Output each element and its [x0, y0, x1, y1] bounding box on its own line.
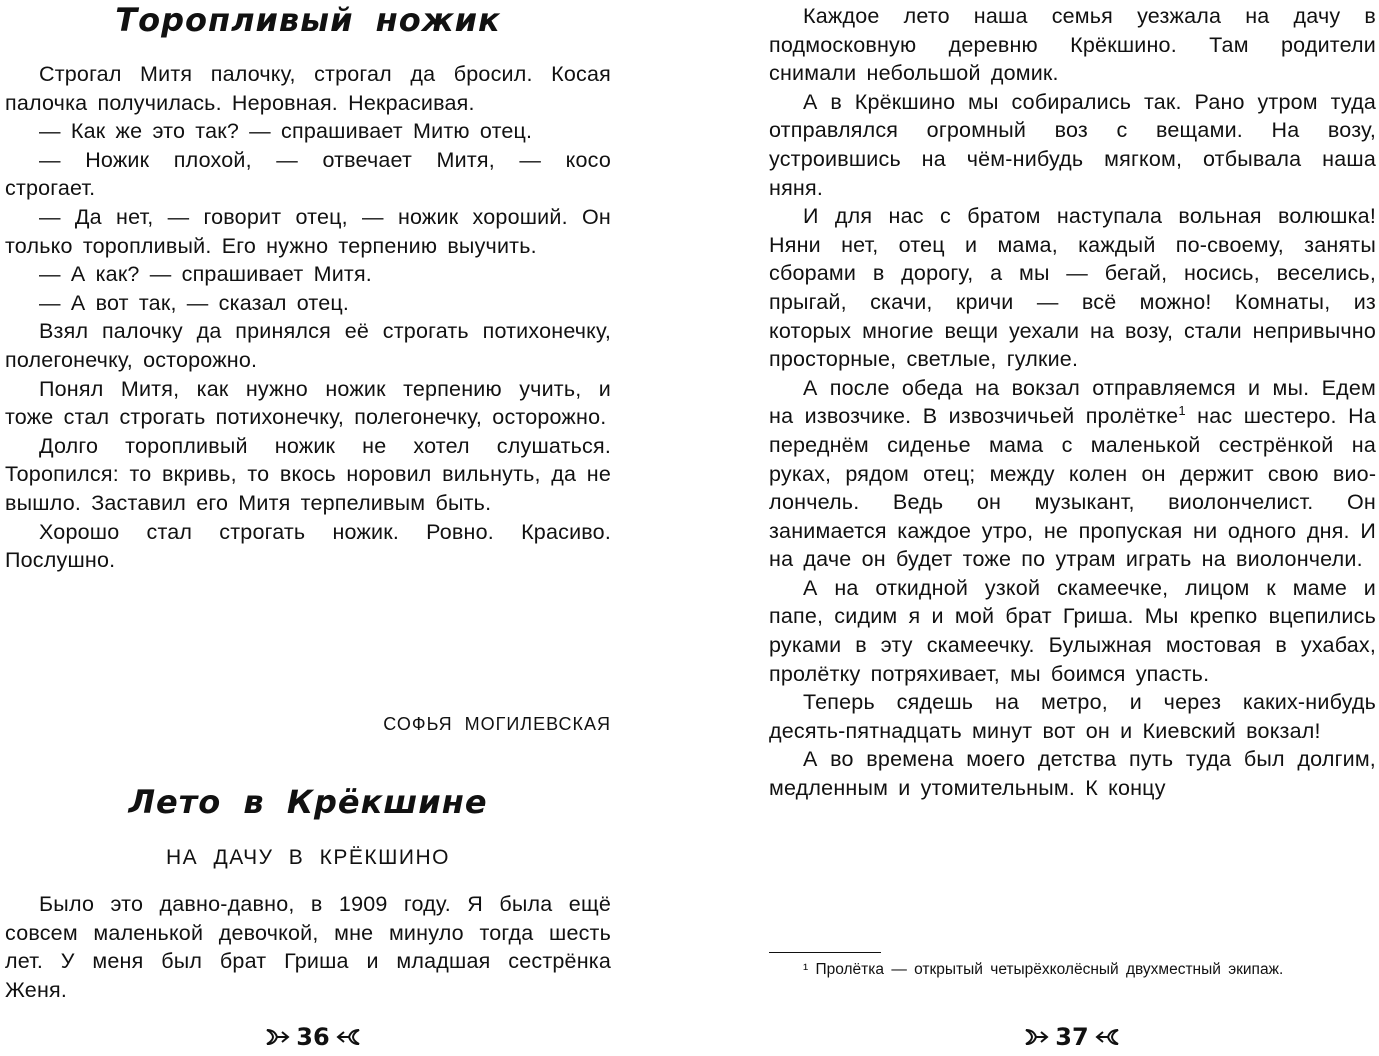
footnote-mark: 1: [1178, 403, 1186, 419]
paragraph: Строгал Митя палочку, строгал да бросил. Косая палочка получилась. Неровная. Некрасивая.: [5, 62, 611, 115]
story-author: СОФЬЯ МОГИЛЕВСКАЯ: [383, 714, 611, 734]
paragraph: — Да нет, — говорит отец, — ножик хороший. Он только торопливый. Его нужно терпению выучить.: [5, 204, 611, 258]
paragraph: Каждое лето наша семья уезжала на дачу в подмосковную деревню Крёкшино. Там родители снимали небольшой домик.: [769, 4, 1376, 86]
paragraph: А в Крёкшино мы собирались так. Рано утром туда отправлялся огромный воз с вещами. На возу, устроившись на чём-нибудь мягком, отбывала наша няня.: [769, 89, 1376, 200]
story-body: [769, 2, 1376, 803]
flourish-left-icon: [264, 1026, 290, 1048]
story-body: [5, 60, 611, 575]
paragraph: Было это давно-давно, в 1909 году. Я была ещё совсем маленькой девочкой, мне минуло тогда шесть лет. У меня был брат Гриша и младшая сестрёнка Женя.: [5, 892, 611, 1002]
footnote-divider: [769, 952, 881, 953]
story-title: Торопливый ножик: [115, 1, 501, 39]
chapter-subtitle: НА ДАЧУ В КРЁКШИНО: [166, 846, 450, 869]
page-number: [243, 1019, 383, 1055]
flourish-right-icon: [1095, 1026, 1121, 1048]
story-title: Лето в Крёкшине: [128, 783, 488, 821]
paragraph-text: нас шестеро. На переднём сиденье мама с маленькой сестрёнкой на руках, рядом отец; между колен он держит свою виолончель. Ведь он музыкант, виолончелист. Он занимается каждое утро, не пропуская ни одного дня. И на даче он будет тоже по утрам играть на виолончели.: [769, 404, 1377, 572]
paragraph-text: А после обеда на вокзал отправляемся и мы. Едем на извозчике. В извозчичьей пролётке: [769, 375, 1376, 429]
flourish-left-icon: [1023, 1026, 1049, 1048]
paragraph: Хорошо стал строгать ножик. Ровно. Красиво. Послушно.: [5, 519, 611, 573]
paragraph: Понял Митя, как нужно ножик терпению учить, и тоже стал строгать потихонечку, полегонечку, осторожно.: [5, 376, 611, 430]
page-number: [1002, 1019, 1142, 1055]
paragraph: Теперь сядешь на метро, и через каких-нибудь десять-пятнадцать минут вот он и Киевский вокзал!: [769, 690, 1376, 743]
page-number-text: 37: [1055, 1023, 1089, 1051]
paragraph: — А как? — спрашивает Митя.: [39, 262, 372, 287]
page-number-text: 36: [296, 1023, 330, 1051]
footnote: ¹ Пролётка — открытый четырёхколёсный двухместный экипаж.: [803, 961, 1284, 978]
paragraph: А на откидной узкой скамеечке, лицом к маме и папе, сидим я и мой брат Гриша. Мы крепко вцепились руками в эту скамеечку. Булыжная мостовая в ухабах, пролётку потряхивает, мы боимся упасть.: [769, 575, 1376, 686]
story-body: [5, 890, 611, 1004]
paragraph: Взял палочку да принялся её строгать потихонечку, полегонечку, осторожно.: [5, 319, 611, 372]
paragraph: Долго торопливый ножик не хотел слушаться. Торопился: то вкривь, то вкось норовил вильнуть, да не вышло. Заставил его Митя терпеливым быть.: [5, 433, 611, 515]
flourish-right-icon: [336, 1026, 362, 1048]
paragraph: А во времена моего детства путь туда был долгим, медленным и утомительным. К концу: [769, 747, 1376, 801]
paragraph: [769, 374, 1376, 574]
paragraph: — Ножик плохой, — отвечает Митя, — косо строгает.: [5, 147, 611, 201]
paragraph: — А вот так, — сказал отец.: [39, 290, 350, 315]
paragraph: И для нас с братом наступала вольная волюшка! Няни нет, отец и мама, каждый по-своему, заняты сборами в дорогу, а мы — бегай, носись, веселись, прыгай, скачи, кричи — всё можно! Комнаты, из которых многие вещи уехали на возу, стали непривычно просторные, светлые, гулкие.: [769, 204, 1376, 372]
paragraph: — Как же это так? — спрашивает Митю отец.: [39, 119, 533, 144]
